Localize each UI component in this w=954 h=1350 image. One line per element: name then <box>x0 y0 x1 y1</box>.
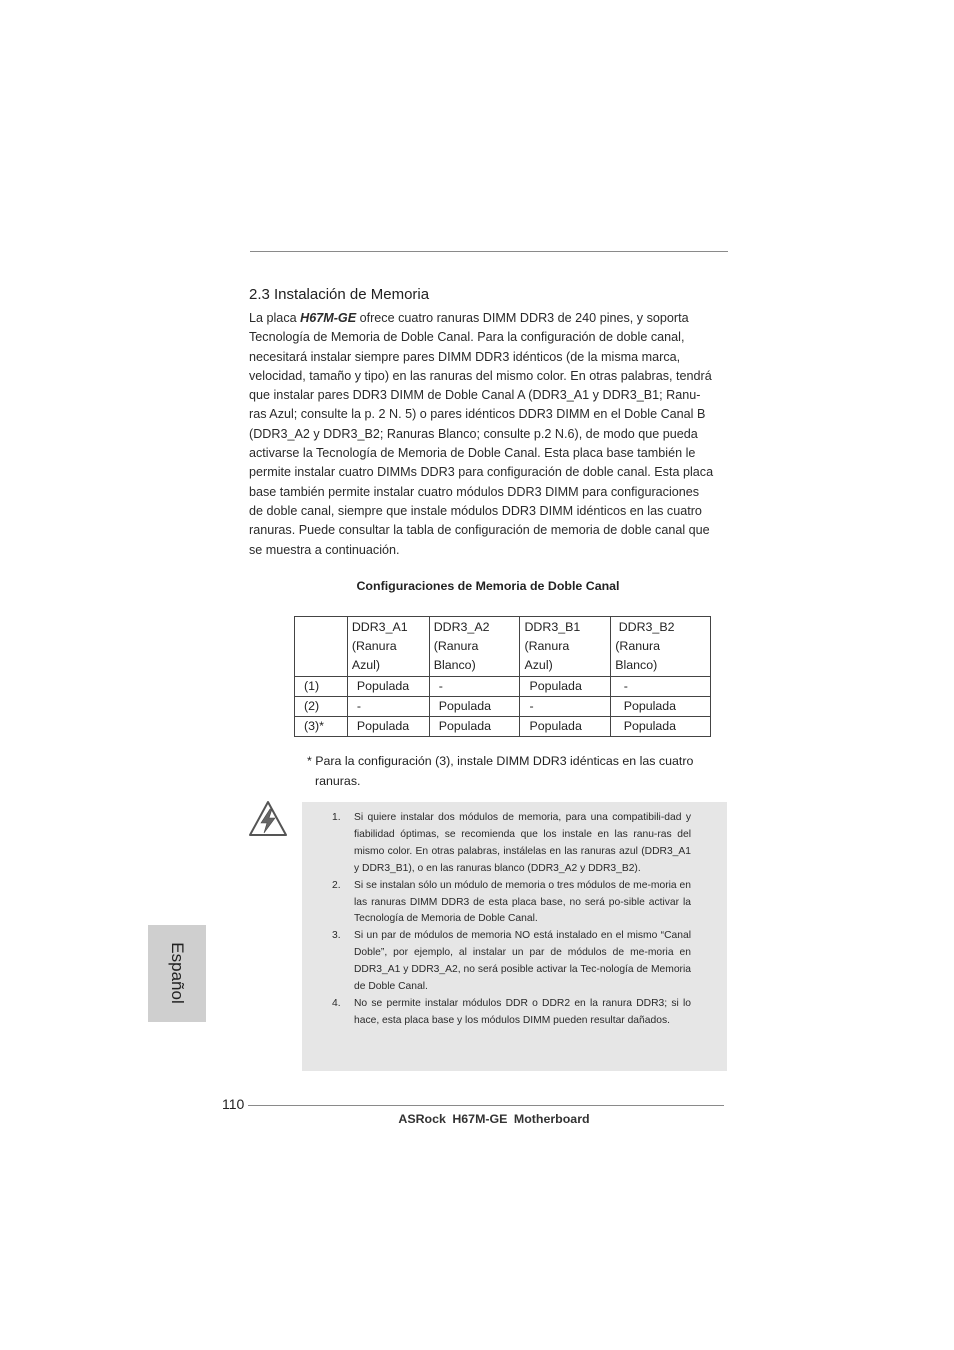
intro-line: velocidad, tamaño y tipo) en las ranuras del mismo color. En otras palabras, tendrá <box>249 368 712 383</box>
footer-title: ASRock H67M-GE Motherboard <box>398 1112 590 1126</box>
intro-line: (DDR3_A2 y DDR3_B2; Ranuras Blanco; consulte p.2 N.6), de modo que pueda <box>249 426 698 441</box>
note-item <box>332 878 691 929</box>
memory-config-table <box>294 616 711 737</box>
header-ddr3-a2: DDR3_A2 (Ranura Blanco) <box>429 617 520 677</box>
note-item <box>332 996 691 1030</box>
note-text: No se permite instalar módulos DDR o DDR2 en la ranura DDR3; si lo hace, esta placa base y los módulos DIMM pueden resultar dañados. <box>354 997 691 1026</box>
note-text: Si un par de módulos de memoria NO está instalado en el mismo “Canal Doble”, por ejemplo, al instalar un par de módulos de me-moria en DDR3_A1 y DDR3_A2, no será posible activar la Tec-nología de Memoria de Doble Canal. <box>354 930 691 993</box>
intro-line: Tecnología de Memoria de Doble Canal. Para la configuración de doble canal, <box>249 330 685 345</box>
table-cell: Populada <box>520 717 611 737</box>
page-number: 110 <box>222 1096 245 1112</box>
section-title: 2.3 Instalación de Memoria <box>249 286 430 303</box>
note-number: 4. <box>332 997 341 1009</box>
table-header-row <box>295 617 711 677</box>
intro-line: base también permite instalar cuatro módulos DDR3 DIMM para configuraciones <box>249 484 700 499</box>
warning-triangle-icon <box>248 800 288 838</box>
row-label: (3)* <box>295 717 348 737</box>
row-label: (1) <box>295 677 348 697</box>
header-ddr3-b2: DDR3_B2 (Ranura Blanco) <box>611 617 711 677</box>
table-cell: Populada <box>429 717 520 737</box>
note-text: Si quiere instalar dos módulos de memoria, para una compatibili-dad y fiabilidad óptimas, se recomienda que los instale en las ranu-ras del mismo color. En otras palabras, instálelas en las ranuras azul (DDR3_A1 y DDR3_B1), o en las ranuras blanco (DDR3_A2 y DDR3_B2). <box>354 812 691 874</box>
header-ddr3-a1: DDR3_A1 (Ranura Azul) <box>347 617 429 677</box>
intro-prefix: La placa <box>249 311 301 325</box>
bottom-rule <box>248 1105 724 1106</box>
table-caption: Configuraciones de Memoria de Doble Canal <box>356 579 620 593</box>
intro-line: ras Azul; consulte la p. 2 N. 5) o pares idénticos DDR3 DIMM en el Doble Canal B <box>249 407 706 422</box>
table-row <box>295 717 711 737</box>
table-cell: - <box>520 697 611 717</box>
note-item <box>332 928 691 996</box>
language-side-tab <box>148 925 206 1022</box>
intro-line-1 <box>249 309 727 328</box>
table-cell: - <box>347 697 429 717</box>
table-cell: - <box>611 677 711 697</box>
table-cell: Populada <box>347 717 429 737</box>
row-label: (2) <box>295 697 348 717</box>
table-cell: Populada <box>611 717 711 737</box>
table-row <box>295 697 711 717</box>
table-cell: Populada <box>520 677 611 697</box>
note-number: 1. <box>332 812 341 823</box>
intro-line: activarse la Tecnología de Memoria de Doble Canal. Esta placa base también le <box>249 446 696 461</box>
notes-list <box>302 802 727 1030</box>
intro-line: permite instalar cuatro DIMMs DDR3 para configuración de doble canal. Esta placa <box>249 465 714 480</box>
intro-text: ofrece cuatro ranuras DIMM DDR3 de 240 pines, y soporta <box>359 311 689 325</box>
notes-box <box>302 802 727 1071</box>
intro-line: se muestra a continuación. <box>249 542 400 557</box>
table-footnote <box>307 751 693 791</box>
top-rule <box>250 251 728 252</box>
intro-line: ranuras. Puede consultar la tabla de configuración de memoria de doble canal que <box>249 523 710 538</box>
table-cell: Populada <box>347 677 429 697</box>
table-cell: Populada <box>429 697 520 717</box>
board-model: H67M-GE <box>300 311 357 325</box>
header-empty-cell <box>295 617 348 677</box>
intro-paragraph <box>249 309 727 560</box>
table-cell: Populada <box>611 697 711 717</box>
language-label: Español <box>168 942 187 1004</box>
note-number: 2. <box>332 879 341 891</box>
note-item <box>332 810 691 878</box>
intro-line: necesitará instalar siempre pares DIMM DDR3 idénticos (de la misma marca, <box>249 349 681 364</box>
footnote-line-2: ranuras. <box>315 774 361 788</box>
intro-line: que instalar pares DDR3 DIMM de Doble Canal A (DDR3_A1 y DDR3_B1; Ranu- <box>249 388 701 403</box>
intro-line: de doble canal, siempre que instale módulos DDR3 DIMM idénticos en las cuatro <box>249 503 702 518</box>
note-text: Si se instalan sólo un módulo de memoria o tres módulos de me-moria en las ranuras DIMM DDR3 de esta placa base, no será po-sible activar la Tecnología de Memoria de Doble Canal. <box>354 879 691 925</box>
table-cell: - <box>429 677 520 697</box>
note-number: 3. <box>332 930 341 942</box>
footnote-line-1: * Para la configuración (3), instale DIMM DDR3 idénticas en las cuatro <box>307 754 694 768</box>
table-row <box>295 677 711 697</box>
header-ddr3-b1: DDR3_B1 (Ranura Azul) <box>520 617 611 677</box>
